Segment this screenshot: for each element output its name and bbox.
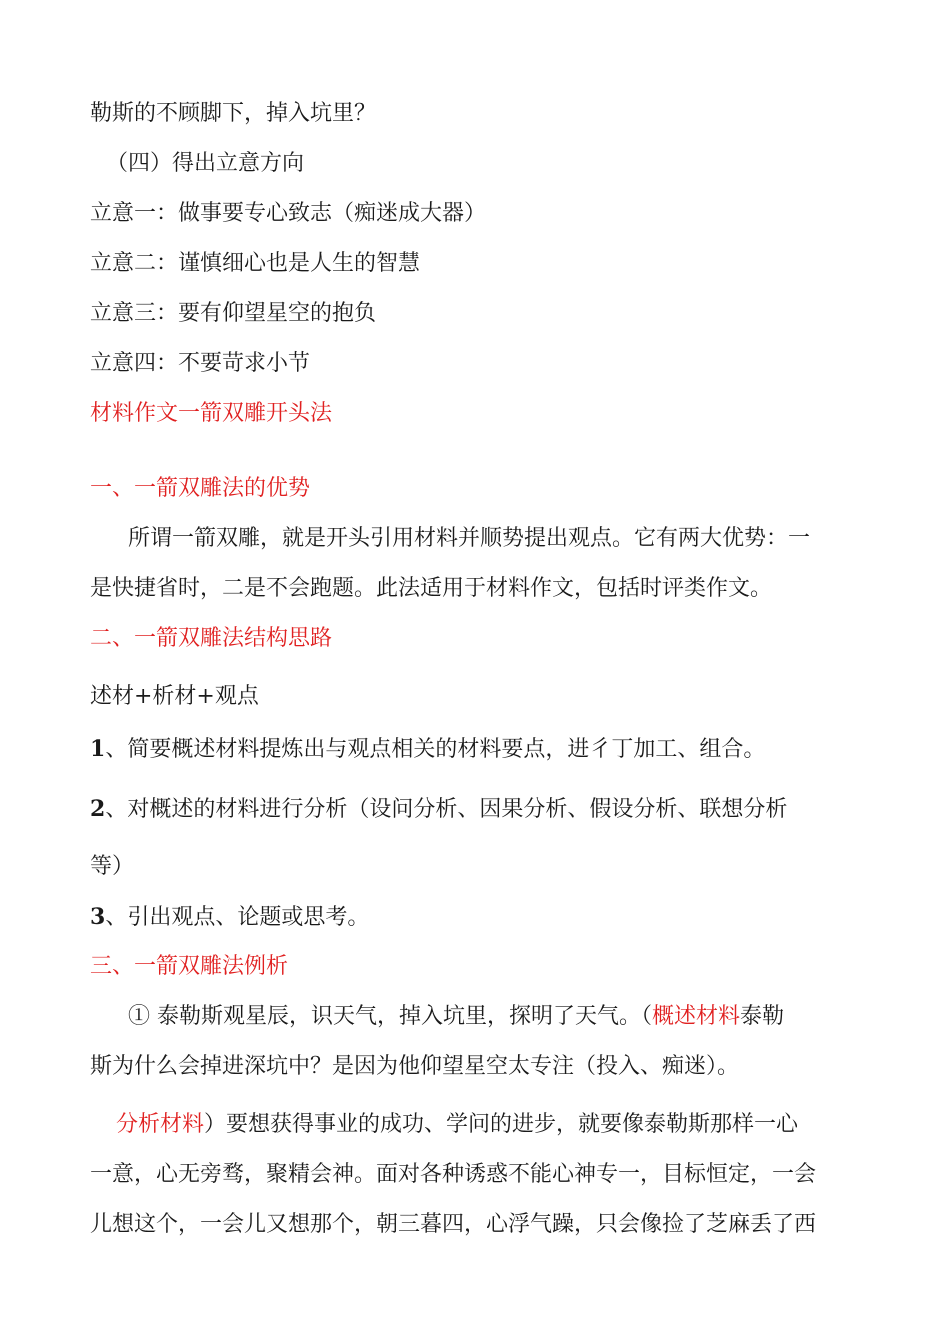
- example-line: [128, 1002, 862, 1032]
- section-subheading: （四）得出立意方向: [106, 151, 305, 176]
- heading-two: 二、一箭双雕法结构思路: [90, 626, 333, 651]
- section-title: 材料作文一箭双雕开头法: [90, 401, 333, 426]
- step-three: [90, 902, 862, 933]
- step-text: 、简要概述材料提炼出与观点相关的材料要点，进彳丁加工、组合。: [105, 737, 766, 762]
- text-line: 勒斯的不顾脚下，掉入坑里？: [90, 101, 377, 126]
- theme-three: 立意三：要有仰望星空的抱负: [90, 301, 377, 326]
- theme-four: 立意四：不要苛求小节: [90, 351, 311, 376]
- example-text: 泰勒: [740, 1004, 785, 1029]
- example-text: ）要想获得事业的成功、学问的进步，就要像泰勒斯那样一心: [204, 1112, 799, 1137]
- theme-two: 立意二：谨慎细心也是人生的智慧: [90, 251, 421, 276]
- paragraph-line: 所谓一箭双雕，就是开头引用材料并顺势提出观点。它有两大优势：一: [128, 526, 811, 551]
- step-text: 、对概述的材料进行分析（设问分析、因果分析、假设分析、联想分析: [105, 797, 788, 822]
- theme-one: 立意一：做事要专心致志（痴迷成大器）: [90, 201, 487, 226]
- example-line: 斯为什么会掉进深坑中？是因为他仰望星空太专注（投入、痴迷）。: [90, 1054, 740, 1079]
- step-two: [90, 794, 862, 825]
- example-line: [116, 1110, 862, 1140]
- example-text: ① 泰勒斯观星辰，识天气，掉入坑里，探明了天气。（: [128, 1004, 652, 1029]
- step-two-continued: 等）: [90, 854, 135, 879]
- annotation-analysis: 分析材料: [116, 1112, 205, 1137]
- step-one: [90, 734, 862, 765]
- step-number: 3: [90, 904, 106, 930]
- step-number: 1: [90, 736, 106, 762]
- heading-one: 一、一箭双雕法的优势: [90, 476, 311, 501]
- step-number: 2: [90, 796, 106, 822]
- formula-line: 述材+析材+观点: [90, 684, 259, 709]
- paragraph-line: 是快捷省时，二是不会跑题。此法适用于材料作文，包括时评类作文。: [90, 576, 773, 601]
- step-text: 、引出观点、论题或思考。: [105, 905, 370, 930]
- example-line: 儿想这个，一会儿又想那个，朝三暮四，心浮气躁，只会像捡了芝麻丢了西: [90, 1212, 817, 1237]
- annotation-summary: 概述材料: [652, 1004, 741, 1029]
- example-line: 一意，心无旁骛，聚精会神。面对各种诱惑不能心神专一，目标恒定，一会: [90, 1162, 817, 1187]
- heading-three: 三、一箭双雕法例析: [90, 954, 289, 979]
